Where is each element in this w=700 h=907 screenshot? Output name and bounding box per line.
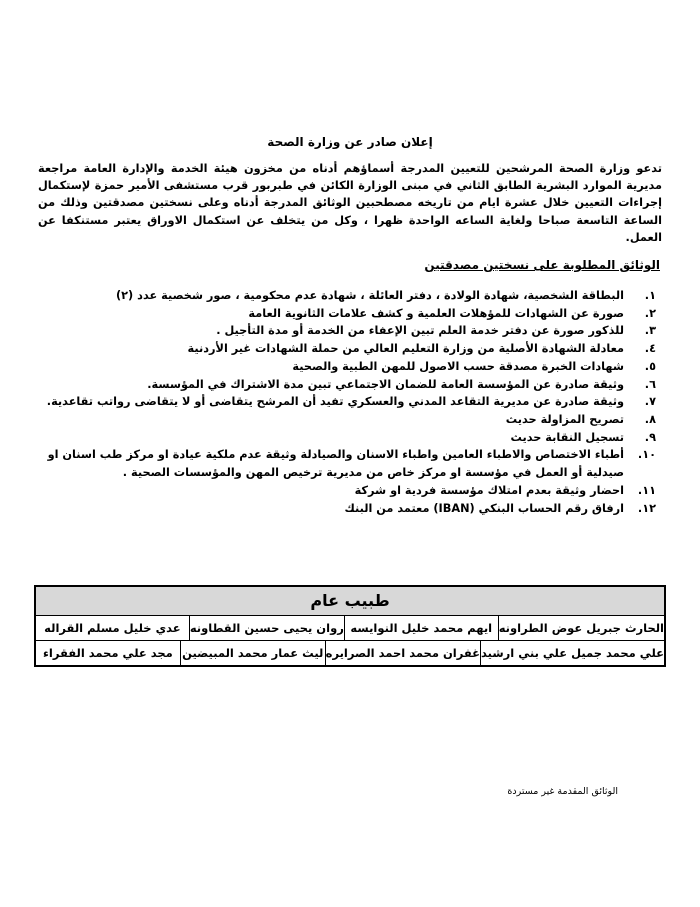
item-number: ٩. <box>644 430 656 444</box>
list-item <box>32 446 660 482</box>
item-text: تصريح المزاولة حديث <box>505 412 624 426</box>
intro-paragraph: تدعو وزارة الصحة المرشحين للتعيين المدرجة أسماؤهم أدناه من مخزون هيئة الخدمة والإدارة العامة مراجعة مديرية الموارد البشرية الطابق الثاني في مبنى الوزارة الكائن في طبربور قرب مستشفى الأمير حمزة لإستكمال إجراءات التعيين خلال عشرة ايام من تاريخه مصطحبين الوثائق المدرجة أدناه وعلى نسختين مصدقتين وذلك من الساعة التاسعة صباحا ولغاية الساعه الواحدة ظهرا ، وكل من يتخلف عن استكمال الاوراق يعتبر مستنكفا عن العمل. <box>38 162 662 244</box>
table-cell: ايهم محمد خليل النوايسه <box>344 616 498 640</box>
item-number: ٨. <box>644 412 656 426</box>
table-cell: غفران محمد احمد الصرايره <box>325 641 480 665</box>
table-heading: طبيب عام <box>36 587 664 616</box>
table-cell: الحارث جبريل عوض الطراونه <box>498 616 664 640</box>
table-row <box>36 616 664 640</box>
item-number: ١. <box>644 289 656 302</box>
required-documents-list <box>32 287 660 518</box>
item-text: أطباء الاختصاص والاطباء العامين واطباء الاسنان والصيادلة وثيقة عدم ملكية عيادة او مركز طب اسنان او صيدلية أو العمل في مؤسسة او مركز خاص من مديرية ترخيص المهن والمؤسسات الصحية . <box>47 448 624 480</box>
table-row <box>36 640 664 665</box>
list-item <box>32 305 660 323</box>
item-number: ٦. <box>644 377 656 391</box>
table-cell: علي محمد جميل علي بني ارشيد <box>480 641 664 665</box>
announcement-title: إعلان صادر عن وزارة الصحة <box>267 135 433 149</box>
required-documents-heading: الوثائق المطلوبة على نسختين مصدقتين <box>424 258 660 272</box>
list-item <box>32 429 660 447</box>
table-cell: روان يحيى حسين القطاونه <box>189 616 344 640</box>
item-text: شهادات الخبرة مصدقة حسب الاصول للمهن الطبية والصحية <box>292 359 624 373</box>
candidates-table <box>34 585 666 667</box>
item-number: ١٠. <box>637 448 656 462</box>
item-text: وثيقة صادرة عن مديرية التقاعد المدني والعسكري تفيد أن المرشح يتقاضى أو لا يتقاضى رواتب تقاعدية. <box>46 395 624 409</box>
item-number: ١١. <box>637 484 656 498</box>
list-item <box>32 376 660 394</box>
list-item <box>32 322 660 340</box>
item-text: وثيقة صادرة عن المؤسسة العامة للضمان الاجتماعي تبين مدة الاشتراك في المؤسسة. <box>147 377 624 391</box>
table-cell: مجد علي محمد الفقراء <box>43 646 173 660</box>
list-item <box>32 340 660 358</box>
item-number: ٣. <box>644 324 656 338</box>
table-cell: ليث عمار محمد المبيضين <box>180 641 325 665</box>
item-text: صورة عن الشهادات للمؤهلات العلمية و كشف علامات الثانوية العامة <box>248 306 624 320</box>
item-number: ٥. <box>644 359 656 373</box>
list-item <box>32 393 660 411</box>
item-number: ٧. <box>644 395 656 409</box>
item-text: البطاقة الشخصية، شهادة الولادة ، دفتر العائلة ، شهادة عدم محكومية ، صور شخصية عدد (٢) <box>115 289 624 302</box>
item-text: معادلة الشهادة الأصلية من وزارة التعليم العالي من حملة الشهادات غير الأردنية <box>187 342 624 356</box>
item-text: احضار وثيقة بعدم امتلاك مؤسسة فردية او شركة <box>354 484 624 498</box>
item-number: ٤. <box>644 342 656 356</box>
list-item <box>32 482 660 500</box>
table-cell: عدي خليل مسلم القراله <box>44 621 181 635</box>
item-text: للذكور صورة عن دفتر خدمة العلم تبين الإعفاء من الخدمة أو مدة التأجيل . <box>216 324 624 338</box>
item-number: ١٢. <box>637 502 656 516</box>
item-text: ارفاق رقم الحساب البنكي (IBAN) معتمد من البنك <box>344 502 624 516</box>
list-item <box>32 411 660 429</box>
list-item <box>32 287 660 305</box>
item-number: ٢. <box>644 306 656 320</box>
list-item <box>32 500 660 518</box>
footer-note: الوثائق المقدمة غير مستردة <box>507 786 618 797</box>
item-text: تسجيل النقابة حديث <box>510 430 624 444</box>
list-item <box>32 358 660 376</box>
